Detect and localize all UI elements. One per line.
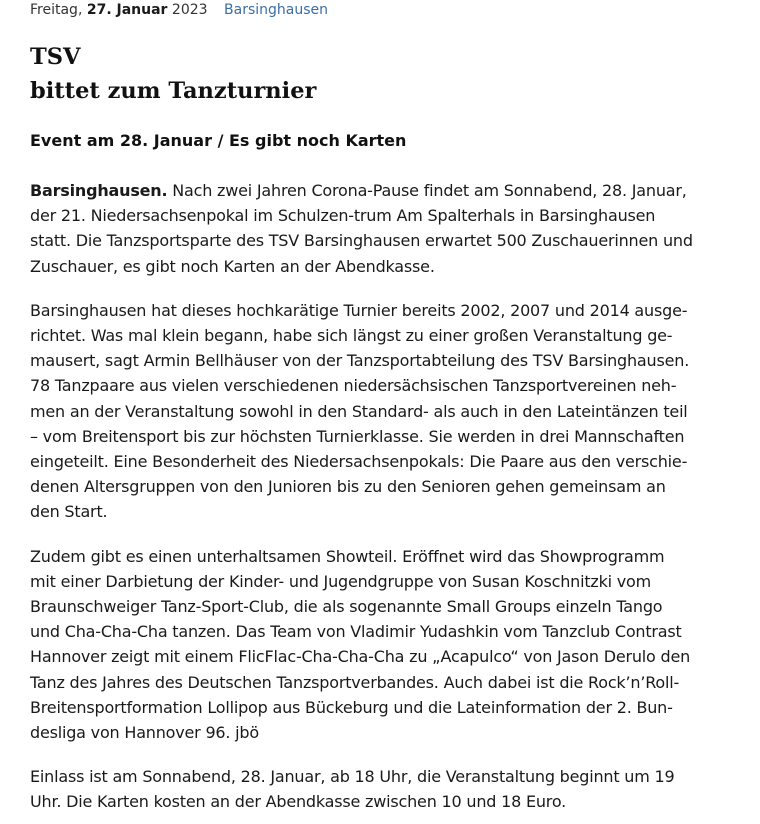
- headline: [30, 40, 742, 108]
- paragraph-line: Breitensportformation Lollipop aus Bückeburg und die Lateinformation der 2. Bun-: [30, 697, 673, 717]
- publish-date: 27. Januar: [86, 2, 168, 18]
- paragraph-1: [30, 178, 742, 279]
- paragraph-line: Tanz des Jahres des Deutschen Tanzsportverbandes. Auch dabei ist die Rock’n’Roll-: [30, 672, 680, 692]
- paragraph-2: [30, 298, 742, 525]
- paragraph-line: Zuschauer, es gibt noch Karten an der Abendkasse.: [30, 256, 435, 276]
- subheadline: Event am 28. Januar / Es gibt noch Karten: [30, 131, 407, 150]
- paragraph-line: 78 Tanzpaare aus vielen verschiedenen niedersächsischen Tanzsportvereinen neh-: [30, 376, 677, 396]
- paragraph-line: der 21. Niedersachsenpokal im Schulzen-trum Am Spalterhals in Barsinghausen: [30, 206, 656, 226]
- paragraph-line: eingeteilt. Eine Besonderheit des Niedersachsenpokals: Die Paare aus den verschie-: [30, 452, 688, 472]
- article-meta: [30, 0, 742, 20]
- publish-weekday: Freitag,: [30, 2, 83, 18]
- paragraph-line: statt. Die Tanzsportsparte des TSV Barsinghausen erwartet 500 Zuschauerinnen und: [30, 231, 693, 251]
- article: [30, 0, 742, 815]
- paragraph-line: desliga von Hannover 96. jbö: [30, 723, 259, 743]
- paragraph-line: Hannover zeigt mit einem FlicFlac-Cha-Cha-Cha zu „Acapulco“ von Jason Derulo den: [30, 647, 691, 667]
- publish-year: 2023: [171, 2, 208, 18]
- article-body: [30, 178, 742, 815]
- paragraph-line: Zudem gibt es einen unterhaltsamen Showteil. Eröffnet wird das Showprogramm: [30, 546, 665, 566]
- paragraph-line: denen Altersgruppen von den Junioren bis zu den Senioren gehen gemeinsam an: [30, 477, 666, 497]
- paragraph-line: Barsinghausen hat dieses hochkarätige Turnier bereits 2002, 2007 und 2014 ausge-: [30, 300, 688, 320]
- location-link[interactable]: Barsinghausen: [224, 2, 329, 18]
- paragraph-line: richtet. Was mal klein begann, habe sich längst zu einer großen Veranstaltung ge-: [30, 326, 673, 346]
- paragraph-line: Uhr. Die Karten kosten an der Abendkasse zwischen 10 und 18 Euro.: [30, 792, 567, 812]
- paragraph-line: mit einer Darbietung der Kinder- und Jugendgruppe von Susan Koschnitzki vom: [30, 571, 652, 591]
- headline-line-1: TSV: [30, 44, 81, 70]
- headline-line-2: bittet zum Tanzturnier: [30, 78, 317, 104]
- dateline: Barsinghausen.: [30, 181, 168, 200]
- paragraph-line-text: Nach zwei Jahren Corona-Pause findet am Sonnabend, 28. Januar,: [167, 181, 687, 200]
- paragraph-4: [30, 764, 742, 814]
- paragraph-line: Einlass ist am Sonnabend, 28. Januar, ab 18 Uhr, die Veranstaltung beginnt um 19: [30, 767, 675, 787]
- paragraph-line: mausert, sagt Armin Bellhäuser von der Tanzsportabteilung des TSV Barsinghausen.: [30, 351, 690, 371]
- paragraph-line: und Cha-Cha-Cha tanzen. Das Team von Vladimir Yudashkin vom Tanzclub Contrast: [30, 622, 682, 642]
- paragraph-line: den Start.: [30, 502, 108, 522]
- paragraph-line: Braunschweiger Tanz-Sport-Club, die als sogenannte Small Groups einzeln Tango: [30, 597, 663, 617]
- paragraph-line: – vom Breitensport bis zur höchsten Turnierklasse. Sie werden in drei Mannschaften: [30, 426, 685, 446]
- paragraph-line: [30, 178, 742, 203]
- paragraph-line: men an der Veranstaltung sowohl in den Standard- als auch in den Lateintänzen teil: [30, 401, 688, 421]
- paragraph-3: [30, 544, 742, 746]
